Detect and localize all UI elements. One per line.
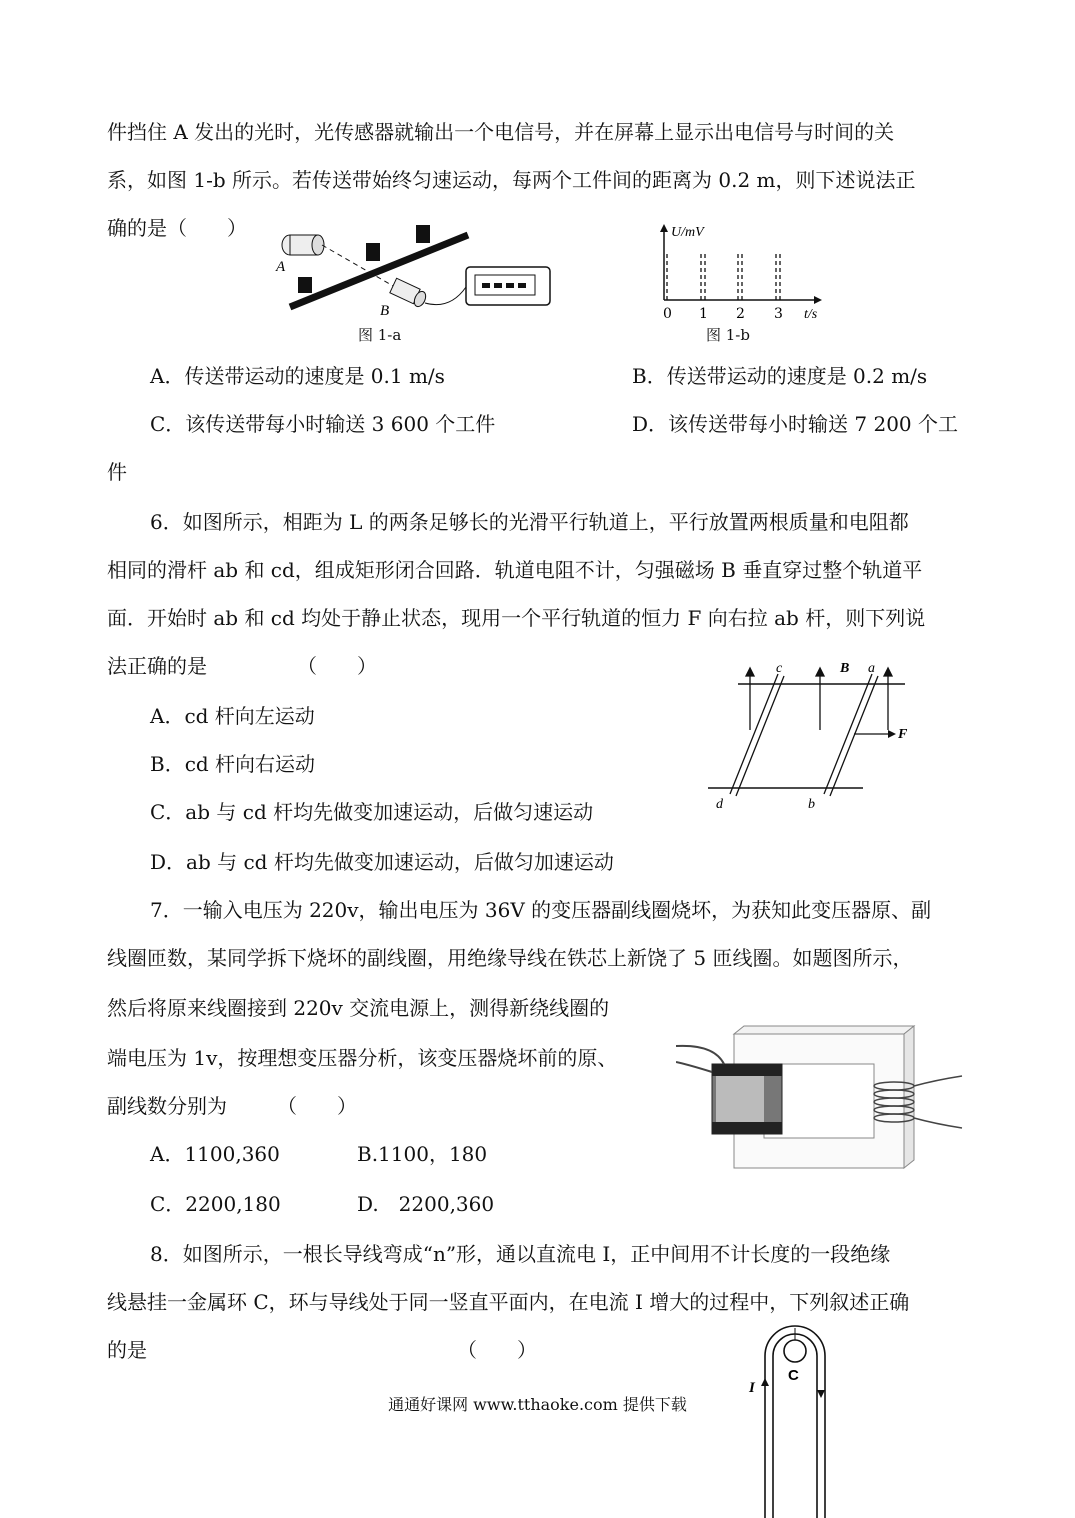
q6-line2: 相同的滑杆 ab 和 cd，组成矩形闭合回路．轨道电阻不计，匀强磁场 B 垂直穿过整个轨道平 <box>107 558 923 582</box>
y-label: U/mV <box>671 225 704 240</box>
force-arrowhead <box>888 730 896 738</box>
signal-graph <box>640 218 840 323</box>
q5-option-d-cont: 件 <box>107 460 127 484</box>
label-d: d <box>716 797 723 812</box>
q8-line1: 8．如图所示，一根长导线弯成“n”形，通以直流电 I，正中间用不计长度的一段绝缘 <box>150 1242 891 1266</box>
current-arrow-up <box>761 1378 769 1386</box>
label-F: F <box>898 727 908 742</box>
label-A: A <box>276 259 286 275</box>
q8-line3: 的是 （ ） <box>107 1338 537 1362</box>
q5-option-b: B．传送带运动的速度是 0.2 m/s <box>632 364 928 388</box>
q5-option-c: C．该传送带每小时输送 3 600 个工件 <box>150 412 496 436</box>
tick-label: 0 <box>663 306 672 322</box>
label-a: a <box>868 661 875 676</box>
fig-1a-caption: 图 1-a <box>358 326 402 344</box>
light-source-A <box>282 235 324 255</box>
rod-ab <box>824 674 878 796</box>
q6-line3: 面．开始时 ab 和 cd 均处于静止状态，现用一个平行轨道的恒力 F 向右拉 ab 杆，则下列说 <box>107 606 926 630</box>
page-footer: 通通好课网 www.tthaoke.com 提供下载 <box>388 1395 687 1414</box>
rails-figure <box>700 660 920 820</box>
lead-wire <box>676 1062 712 1072</box>
q5-option-a: A．传送带运动的速度是 0.1 m/s <box>150 364 445 388</box>
workpiece <box>298 277 312 293</box>
q6-option-d: D．ab 与 cd 杆均先做变加速运动，后做匀加速运动 <box>150 850 614 874</box>
q7-line4: 端电压为 1v，按理想变压器分析，该变压器烧坏前的原、 <box>107 1046 618 1070</box>
q6-option-a: A．cd 杆向左运动 <box>150 704 315 728</box>
q5-line3: 确的是（ ） <box>107 216 247 240</box>
sensor-cable <box>425 287 466 305</box>
q7-line5: 副线数分别为 （ ） <box>107 1094 357 1118</box>
rod-cd <box>730 674 784 796</box>
q7-option-c: C．2200,180 <box>150 1192 281 1216</box>
q7-line1: 7．一输入电压为 220v，输出电压为 36V 的变压器副线圈烧坏，为获知此变压器原、副 <box>150 898 932 922</box>
label-I: I <box>749 1380 755 1396</box>
tick-label: 3 <box>774 306 783 322</box>
q6-line1: 6．如图所示，相距为 L 的两条足够长的光滑平行轨道上，平行放置两根质量和电阻都 <box>150 510 909 534</box>
q7-option-a: A．1100,360 <box>150 1142 280 1166</box>
lead-wire <box>676 1046 724 1064</box>
y-axis-arrow <box>660 224 668 232</box>
workpiece <box>366 243 380 261</box>
display-screen <box>466 267 550 305</box>
label-c: c <box>776 661 783 676</box>
q7-option-d: D. 2200,360 <box>357 1192 495 1216</box>
fig-1b-caption: 图 1-b <box>706 326 750 344</box>
workpiece <box>416 225 430 243</box>
tick-label: 1 <box>699 306 708 322</box>
q6-option-c: C．ab 与 cd 杆均先做变加速运动，后做匀速运动 <box>150 800 594 824</box>
q5-line1: 件挡住 A 发出的光时，光传感器就输出一个电信号，并在屏幕上显示出电信号与时间的关 <box>107 120 895 144</box>
q6-line4: 法正确的是 （ ） <box>107 654 377 678</box>
label-B: B <box>840 661 850 676</box>
q7-option-b: B.1100，180 <box>357 1142 488 1166</box>
q5-option-d: D．该传送带每小时输送 7 200 个工 <box>632 412 959 436</box>
metal-ring <box>784 1340 806 1362</box>
sensor-B <box>390 278 428 308</box>
x-axis-arrow <box>814 296 822 304</box>
q7-line3: 然后将原来线圈接到 220v 交流电源上，测得新绕线圈的 <box>107 996 610 1020</box>
primary-coil <box>712 1064 782 1134</box>
q8-line2: 线悬挂一金属环 C，环与导线处于同一竖直平面内，在电流 I 增大的过程中，下列叙述正确 <box>107 1290 910 1314</box>
pulses <box>667 254 780 300</box>
tick-label: 2 <box>736 306 745 322</box>
label-B: B <box>380 303 390 319</box>
transformer-figure <box>676 1024 966 1174</box>
label-C: C <box>788 1367 799 1384</box>
q7-line2: 线圈匝数，某同学拆下烧坏的副线圈，用绝缘导线在铁芯上新饶了 5 匝线圈。如题图所示， <box>107 946 913 970</box>
x-label: t/s <box>804 307 818 322</box>
conveyor-figure <box>270 215 560 335</box>
label-b: b <box>808 797 815 812</box>
q5-line2: 系，如图 1-b 所示。若传送带始终匀速运动，每两个工件间的距离为 0.2 m，则下述说法正 <box>107 168 916 192</box>
q6-option-b: B．cd 杆向右运动 <box>150 752 316 776</box>
